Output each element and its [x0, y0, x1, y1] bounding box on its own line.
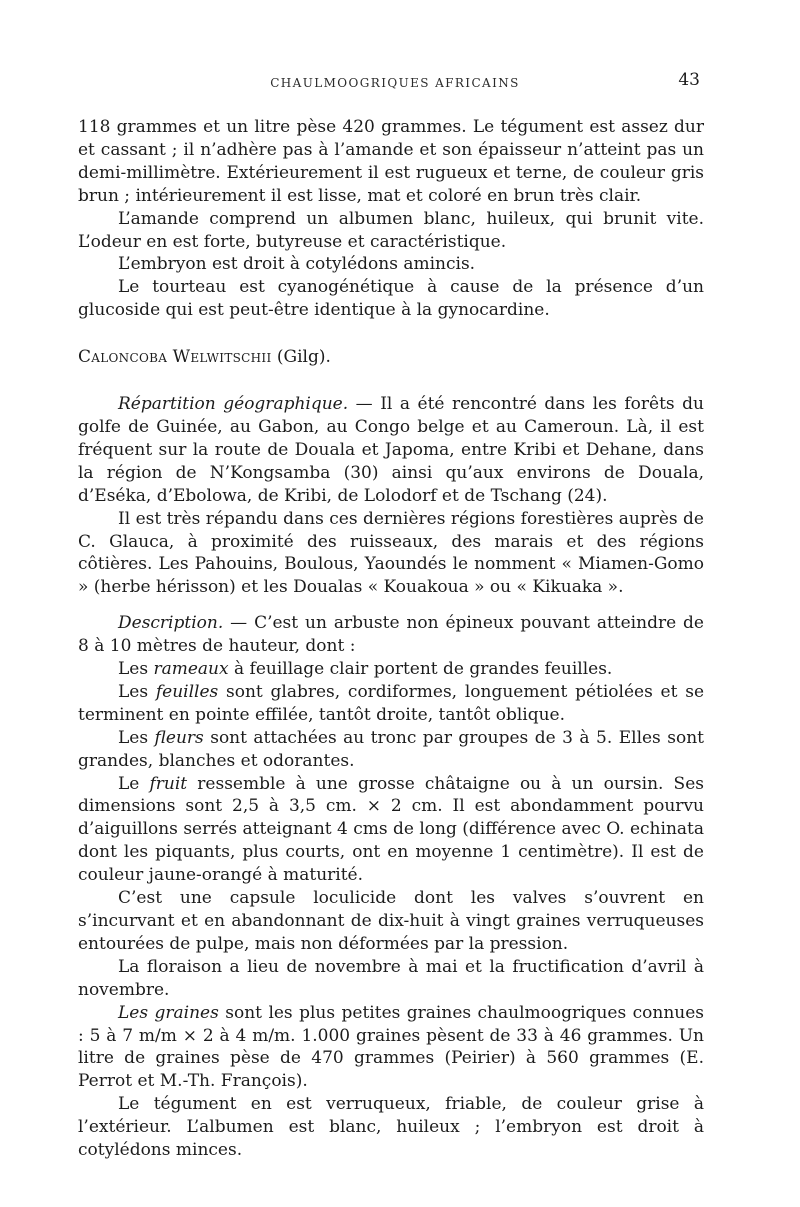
- paragraph-description: [78, 612, 704, 658]
- term-fleurs: fleurs: [154, 727, 204, 748]
- text-span: Le: [118, 773, 150, 794]
- page-body: [78, 116, 704, 1162]
- text-span: Les: [118, 727, 155, 748]
- paragraph: Le tourteau est cyanogénétique à cause de la présence d’un glucoside qui est peut-être identique à la gynocardine.: [78, 277, 704, 321]
- species-epithet: Welwitschii: [172, 347, 272, 368]
- paragraph: [78, 773, 704, 888]
- term-fruit: fruit: [149, 773, 188, 794]
- text-span: Les: [118, 681, 156, 702]
- paragraph: [78, 727, 704, 773]
- paragraph: C’est une capsule loculicide dont les valves s’ouvrent en s’incurvant et en abandonnant de dix-huit à vingt graines verruqueuses entourées de pulpe, mais non déformées par la pression.: [78, 888, 704, 954]
- text-span: sont glabres, cordiformes, longuement pétiolées et se terminent en pointe effilée, tantôt droite, tantôt oblique.: [78, 681, 704, 725]
- section-label-description: Description.: [118, 613, 224, 634]
- text-span: sont attachées au tronc par groupes de 3 à 5. Elles sont grandes, blanches et odorantes.: [78, 727, 704, 771]
- paragraph: L’amande comprend un albumen blanc, huileux, qui brunit vite. L’odeur en est forte, butyreuse et caractéristique.: [78, 208, 704, 252]
- paragraph: Le tégument en est verruqueux, friable, de couleur grise à l’extérieur. L’albumen est blanc, huileux ; l’embryon est droit à cotylédons minces.: [78, 1094, 704, 1161]
- paragraph: Il est très répandu dans ces dernières régions forestières auprès de C. Glauca, à proximité des ruisseaux, des marais et des régions côtières. Les Pahouins, Boulous, Yaoundés le nomment « Miamen-Gomo » (herbe hérisson) et les Doualas « Kouakoua » ou « Kikuaka ».: [78, 508, 704, 598]
- paragraph: 118 grammes et un litre pèse 420 grammes. Le tégument est assez dur et cassant ; il n’adhère pas à l’amande et son épaisseur n’atteint pas un demi-millimètre. Extérieurement il est rugueux et terne, de couleur gris brun ; intérieurement il est lisse, mat et coloré en brun très clair.: [78, 117, 704, 206]
- term-feuilles: feuilles: [155, 681, 219, 702]
- text-span: ressemble à une grosse châtaigne ou à un oursin. Ses dimensions sont 2,5 à 3,5 cm. × 2 cm. Il est abondamment pourvu d’aiguillons serrés atteignant 4 cms de long (différence avec O. echinata dont les piquants, plus courts, ont en moyenne 1 centimètre). Il est de couleur jaune-orangé à maturité.: [78, 773, 704, 886]
- paragraph: L’embryon est droit à cotylédons amincis.: [118, 254, 476, 275]
- term-rameaux: rameaux: [153, 659, 229, 680]
- paragraph: [78, 658, 704, 681]
- term-graines: Les graines: [118, 1002, 219, 1023]
- page-header: [0, 70, 800, 94]
- text-span: sont les plus petites graines chaulmoogriques connues : 5 à 7 m/m × 2 à 4 m/m. 1.000 graines pèsent de 33 à 46 grammes. Un litre de graines pèse de 470 grammes (Peirier) à 560 grammes (E. Perrot et M.-Th. François).: [78, 1002, 704, 1092]
- paragraph: [78, 1002, 704, 1094]
- paragraph: La floraison a lieu de novembre à mai et la fructification d’avril à novembre.: [78, 956, 704, 1000]
- species-author: (Gilg).: [276, 347, 331, 368]
- repartition-text: — Il a été rencontré dans les forêts du golfe de Guinée, au Gabon, au Congo belge et au Cameroun. Là, il est fréquent sur la route de Douala et Japoma, entre Kribi et Dehane, dans la région de N’Kongsamba (30) ainsi qu’aux environs de Douala, d’Eséka, d’Ebolowa, de Kribi, de Lolodorf et de Tschang (24).: [78, 394, 704, 506]
- description-text: — C’est un arbuste non épineux pouvant atteindre de 8 à 10 mètres de hauteur, dont :: [78, 613, 704, 657]
- section-label-repartition: Répartition géographique.: [118, 394, 349, 415]
- paragraph-repartition: [78, 393, 704, 508]
- running-title: CHAULMOOGRIQUES AFRICAINS: [270, 76, 520, 90]
- paragraph: [78, 681, 704, 727]
- species-heading: [78, 346, 704, 369]
- text-span: Les: [118, 659, 154, 680]
- text-span: à feuillage clair portent de grandes feuilles.: [228, 659, 613, 680]
- page-number: 43: [678, 70, 700, 90]
- species-genus: Caloncoba: [78, 347, 168, 368]
